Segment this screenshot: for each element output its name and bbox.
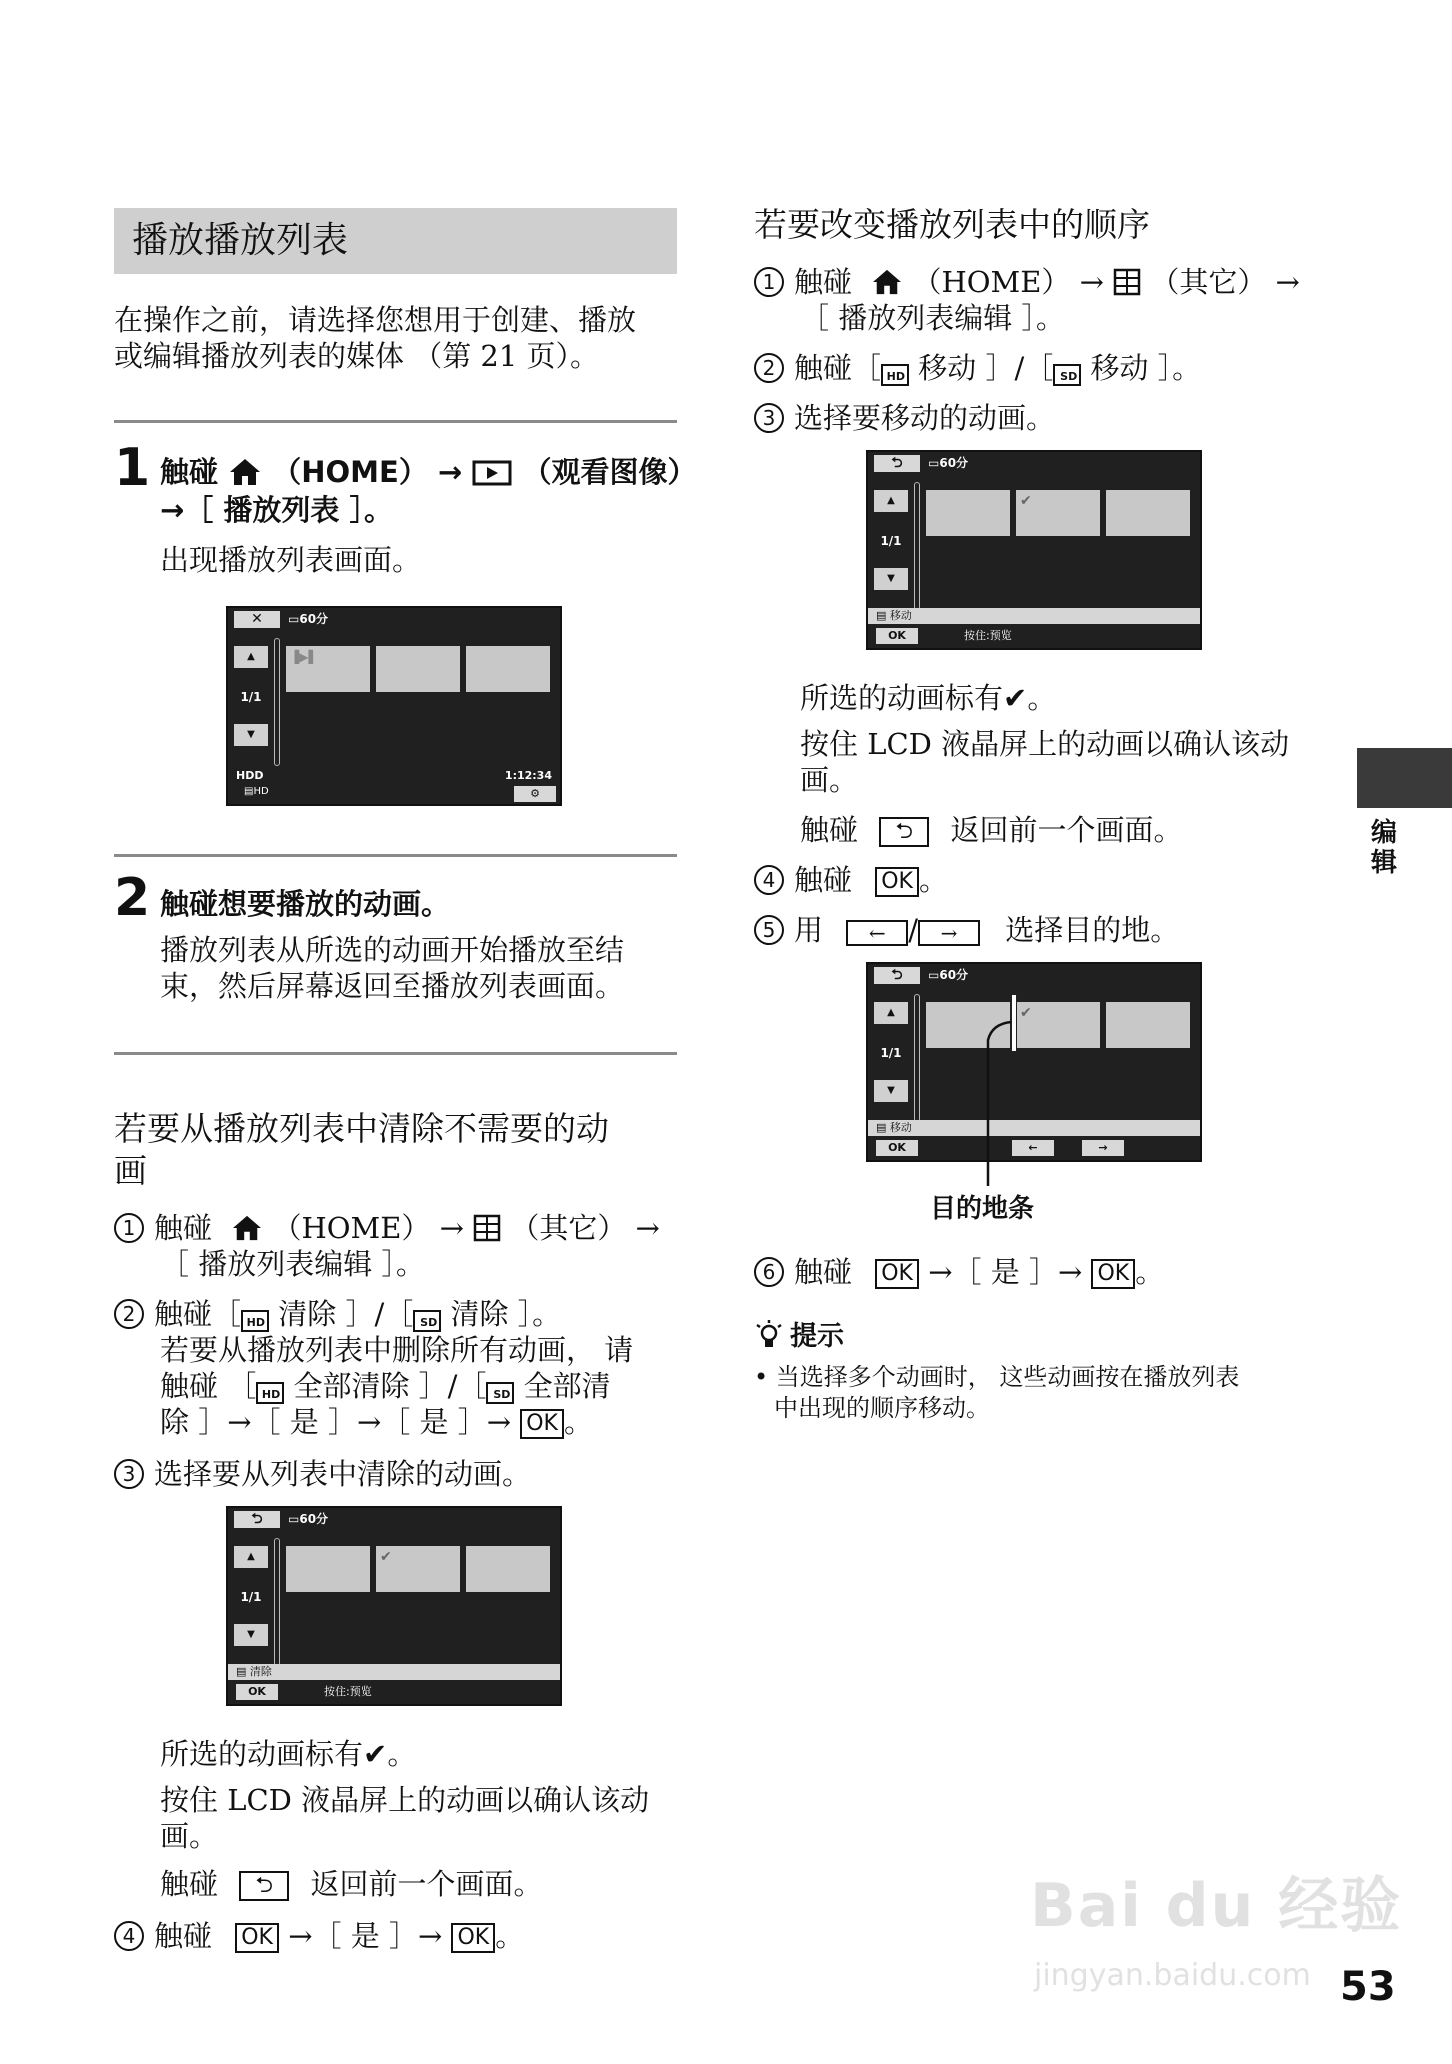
step2-title: 触碰想要播放的动画。 <box>160 887 451 921</box>
return-icon: ⮌ <box>879 817 929 847</box>
order-step-1: 1 触碰 （HOME） → （其它） → <box>754 264 1300 300</box>
clear-step-2: 2 触碰［ HD 清除 ］/［ SD 清除 ］。 <box>114 1296 561 1332</box>
page-indicator: 1/1 <box>880 1046 902 1060</box>
status-bar: ▤ 移动 <box>868 1120 1200 1136</box>
check-icon: ✔ <box>1003 681 1028 715</box>
video-thumbnail[interactable] <box>286 1546 370 1592</box>
check-icon: ✔ <box>1020 1005 1032 1021</box>
video-thumbnail[interactable] <box>466 1546 550 1592</box>
playlist-sd-icon: SD <box>1053 364 1081 386</box>
order-step-2: 2 触碰［ HD 移动 ］/［ SD 移动 ］。 <box>754 350 1201 386</box>
menu-list-icon <box>473 1214 501 1242</box>
step1-desc: 出现播放列表画面。 <box>160 543 422 577</box>
clear-step-1: 1 触碰 （HOME） → （其它） → <box>114 1210 660 1246</box>
lightbulb-icon <box>754 1319 784 1351</box>
mark-text: 所选的动画标有✔。 <box>160 1737 417 1771</box>
playlist-screen <box>226 606 562 806</box>
order-step-4: 4 触碰 OK 。 <box>754 862 948 898</box>
right-arrow-button: → <box>918 920 980 946</box>
battery-icon: ▭ <box>288 612 300 626</box>
step2-desc: 播放列表从所选的动画开始播放至结 束，然后屏幕返回至播放列表画面。 <box>160 933 625 1003</box>
ok-button: OK <box>235 1923 279 1953</box>
destination-bar-label: 目的地条 <box>930 1194 1035 1224</box>
page-indicator: 1/1 <box>240 690 262 704</box>
home-icon <box>231 1214 263 1242</box>
check-icon: ✔ <box>380 1549 392 1565</box>
scroll-down-button[interactable]: ▼ <box>874 1080 908 1102</box>
step1-line1: 触碰 （HOME） → （观看图像） <box>160 455 697 489</box>
media-status: HDD 1:12:34 <box>228 768 560 784</box>
battery-indicator: ▭60分 <box>928 968 969 982</box>
battery-indicator: ▭60分 <box>288 1512 329 1526</box>
order-step-5: 5 用 ← / → 选择目的地。 <box>754 912 1179 948</box>
ok-button: OK <box>451 1923 495 1953</box>
tip-text: • 当选择多个动画时， 这些动画按在播放列表 中出现的顺序移动。 <box>754 1363 1240 1422</box>
page-indicator: 1/1 <box>880 534 902 548</box>
ok-button: OK <box>1091 1259 1135 1289</box>
page-number: 53 <box>1340 1964 1396 2010</box>
check-icon: ✔ <box>1020 493 1032 509</box>
page-indicator: 1/1 <box>240 1590 262 1604</box>
clear-step-2-line3: 触碰 ［ HD 全部清除 ］/［ SD 全部清 <box>160 1369 611 1403</box>
battery-icon: ▭ <box>928 968 940 982</box>
scroll-down-button[interactable]: ▼ <box>874 568 908 590</box>
playlist-sd-icon: SD <box>413 1310 441 1332</box>
playlist-hd-icon: HD <box>881 364 909 386</box>
return-button[interactable]: ⮌ <box>234 1511 280 1528</box>
divider <box>114 1052 677 1055</box>
return-icon: ⮌ <box>239 1871 289 1901</box>
order-heading: 若要改变播放列表中的顺序 <box>754 205 1150 244</box>
home-icon <box>871 268 903 296</box>
video-thumbnail[interactable] <box>1106 490 1190 536</box>
left-arrow-button: ← <box>846 920 908 946</box>
order-step-6: 6 触碰 OK →［ 是 ］→ OK 。 <box>754 1254 1164 1290</box>
battery-indicator: ▭60分 <box>928 456 969 470</box>
side-tab <box>1357 748 1452 808</box>
battery-indicator: ▭60分 <box>288 612 329 626</box>
clear-step-2-line4: 除 ］→［ 是 ］→［ 是 ］→ OK 。 <box>160 1405 593 1439</box>
clear-step-4: 4 触碰 OK →［ 是 ］→ OK 。 <box>114 1918 524 1954</box>
press-lcd-text: 按住 LCD 液晶屏上的动画以确认该动 画。 <box>160 1783 650 1853</box>
battery-icon: ▭ <box>288 1512 300 1526</box>
scrollbar[interactable] <box>274 638 280 766</box>
status-bar: ▤ 清除 <box>228 1664 560 1680</box>
video-thumbnail[interactable] <box>1016 1002 1100 1048</box>
mark-text: 所选的动画标有✔。 <box>800 681 1057 715</box>
move-select-screen <box>866 450 1202 650</box>
scroll-up-button[interactable]: ▲ <box>874 490 908 512</box>
side-tab-label: 编辑 <box>1370 818 1397 878</box>
press-lcd-text: 按住 LCD 液晶屏上的动画以确认该动 画。 <box>800 727 1290 797</box>
preview-hint: 按住:预览 <box>324 1685 372 1698</box>
video-thumbnail[interactable] <box>926 490 1010 536</box>
divider <box>114 420 677 423</box>
order-step-3: 3 选择要移动的动画。 <box>754 400 1055 436</box>
scroll-down-button[interactable]: ▼ <box>234 724 268 746</box>
preview-hint: 按住:预览 <box>964 629 1012 642</box>
menu-list-icon <box>1113 268 1141 296</box>
section-title: 播放播放列表 <box>114 208 677 274</box>
back-text: 触碰 ⮌ 返回前一个画面。 <box>800 813 1183 847</box>
tip-title: 提示 <box>754 1314 844 1353</box>
clear-step-2-line2: 若要从播放列表中删除所有动画， 请 <box>160 1333 634 1367</box>
step-number: 1 <box>114 438 151 498</box>
watermark-logo: Bai du 经验 <box>1030 1871 1403 1941</box>
step-number: 2 <box>114 868 151 928</box>
video-thumbnail[interactable] <box>1016 490 1100 536</box>
clear-heading: 若要从播放列表中清除不需要的动 画 <box>114 1109 609 1190</box>
step1-line2: →［ 播放列表 ］。 <box>160 493 393 527</box>
ok-button: OK <box>520 1409 564 1439</box>
battery-icon: ▭ <box>928 456 940 470</box>
playlist-hd-icon[interactable]: ▤HD <box>244 786 269 797</box>
left-arrow-button[interactable]: ← <box>1012 1140 1054 1156</box>
playlist-hd-icon: HD <box>241 1310 269 1332</box>
watermark-url: jingyan.baidu.com <box>1034 1958 1311 1993</box>
playlist-sd-icon: SD <box>486 1382 514 1404</box>
status-bar: ▤ 移动 <box>868 608 1200 624</box>
video-thumbnail[interactable] <box>466 646 550 692</box>
divider <box>114 854 677 857</box>
callout-line <box>980 1010 1020 1190</box>
video-thumbnail[interactable] <box>1106 1002 1190 1048</box>
video-thumbnail[interactable]: ▐▶▌ <box>286 646 370 692</box>
ok-button: OK <box>875 1259 919 1289</box>
video-thumbnail[interactable] <box>376 1546 460 1592</box>
move-destination-screen <box>866 962 1202 1162</box>
back-text: 触碰 ⮌ 返回前一个画面。 <box>160 1867 543 1901</box>
clear-step-3: 3 选择要从列表中清除的动画。 <box>114 1456 531 1492</box>
playlist-hd-icon: HD <box>256 1382 284 1404</box>
scrollbar[interactable] <box>274 1538 280 1666</box>
scroll-down-button[interactable]: ▼ <box>234 1624 268 1646</box>
right-arrow-button[interactable]: → <box>1082 1140 1124 1156</box>
scroll-up-button[interactable]: ▲ <box>234 646 268 668</box>
intro-text: 在操作之前，请选择您想用于创建、播放 或编辑播放列表的媒体 （第 21 页）。 <box>114 303 637 373</box>
home-icon <box>228 457 262 487</box>
order-step-1-line2: ［ 播放列表编辑 ］。 <box>800 301 1065 335</box>
video-thumbnail[interactable] <box>376 646 460 692</box>
scrollbar[interactable] <box>914 482 920 610</box>
play-icon <box>472 459 512 487</box>
close-button[interactable]: ✕ <box>234 611 280 628</box>
return-button[interactable]: ⮌ <box>874 455 920 472</box>
option-button[interactable]: ⚙ <box>514 786 556 802</box>
scroll-up-button[interactable]: ▲ <box>874 1002 908 1024</box>
ok-button[interactable]: OK <box>236 1684 278 1700</box>
scroll-up-button[interactable]: ▲ <box>234 1546 268 1568</box>
clear-step-1-line2: ［ 播放列表编辑 ］。 <box>160 1247 425 1281</box>
ok-button[interactable]: OK <box>876 1140 918 1156</box>
ok-button[interactable]: OK <box>876 628 918 644</box>
check-icon: ✔ <box>363 1737 388 1771</box>
ok-button: OK <box>875 867 919 897</box>
scrollbar[interactable] <box>914 994 920 1122</box>
return-button[interactable]: ⮌ <box>874 967 920 984</box>
clear-screen <box>226 1506 562 1706</box>
